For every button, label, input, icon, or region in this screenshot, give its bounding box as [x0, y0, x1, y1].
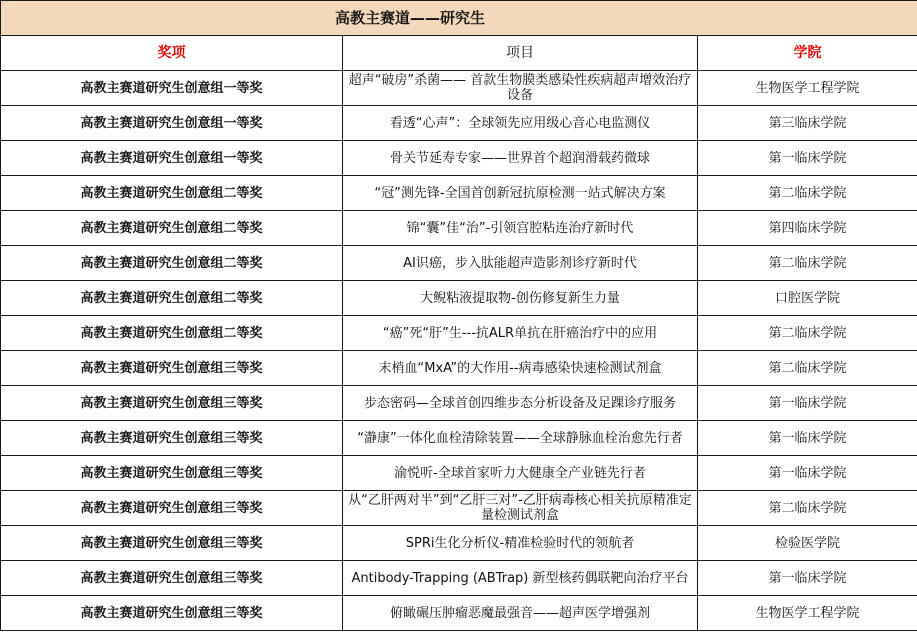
header-award[interactable]: 奖项	[1, 36, 343, 71]
header-row	[1, 36, 917, 71]
project-cell[interactable]: “癌”死“肝”生---抗ALR单抗在肝癌治疗中的应用	[343, 316, 698, 351]
table-row	[1, 351, 917, 386]
award-cell[interactable]: 高教主赛道研究生创意组三等奖	[1, 351, 343, 386]
award-cell[interactable]: 高教主赛道研究生创意组三等奖	[1, 596, 343, 631]
table-row	[1, 596, 917, 631]
college-cell[interactable]: 第二临床学院	[698, 176, 917, 211]
project-cell[interactable]: 看透“心声”：全球领先应用级心音心电监测仪	[343, 106, 698, 141]
college-cell[interactable]: 第一临床学院	[698, 456, 917, 491]
award-cell[interactable]: 高教主赛道研究生创意组三等奖	[1, 456, 343, 491]
award-cell[interactable]: 高教主赛道研究生创意组一等奖	[1, 141, 343, 176]
project-cell[interactable]: Antibody-Trapping (ABTrap) 新型核药偶联靶向治疗平台	[343, 561, 698, 596]
table-row	[1, 106, 917, 141]
project-cell[interactable]: 超声“破房”杀菌—— 首款生物膜类感染性疾病超声增效治疗设备	[343, 71, 698, 106]
college-cell[interactable]: 第二临床学院	[698, 491, 917, 526]
header-project[interactable]: 项目	[343, 36, 698, 71]
project-cell[interactable]: 俯瞰碾压肿瘤恶魔最强音——超声医学增强剂	[343, 596, 698, 631]
award-cell[interactable]: 高教主赛道研究生创意组三等奖	[1, 526, 343, 561]
award-cell[interactable]: 高教主赛道研究生创意组三等奖	[1, 561, 343, 596]
college-cell[interactable]: 检验医学院	[698, 526, 917, 561]
table-row	[1, 526, 917, 561]
award-cell[interactable]: 高教主赛道研究生创意组二等奖	[1, 176, 343, 211]
college-cell[interactable]: 第一临床学院	[698, 386, 917, 421]
college-cell[interactable]: 口腔医学院	[698, 281, 917, 316]
table-row	[1, 71, 917, 106]
project-cell[interactable]: 锦“囊”佳“治”-引领宫腔粘连治疗新时代	[343, 211, 698, 246]
table-row	[1, 561, 917, 596]
table-row	[1, 491, 917, 526]
table-row	[1, 421, 917, 456]
project-cell[interactable]: SPRi生化分析仪-精准检验时代的领航者	[343, 526, 698, 561]
college-cell[interactable]: 第四临床学院	[698, 211, 917, 246]
college-cell[interactable]: 第三临床学院	[698, 106, 917, 141]
table-row	[1, 316, 917, 351]
award-cell[interactable]: 高教主赛道研究生创意组二等奖	[1, 316, 343, 351]
college-cell[interactable]: 生物医学工程学院	[698, 71, 917, 106]
college-cell[interactable]: 第一临床学院	[698, 141, 917, 176]
project-cell[interactable]: 末梢血“MxA”的大作用--病毒感染快速检测试剂盒	[343, 351, 698, 386]
project-cell[interactable]: “冠”测先锋-全国首创新冠抗原检测一站式解决方案	[343, 176, 698, 211]
award-cell[interactable]: 高教主赛道研究生创意组一等奖	[1, 71, 343, 106]
project-cell[interactable]: AI识癌，步入肽能超声造影剂诊疗新时代	[343, 246, 698, 281]
project-cell[interactable]: 步态密码—全球首创四维步态分析设备及足踝诊疗服务	[343, 386, 698, 421]
college-cell[interactable]: 第一临床学院	[698, 561, 917, 596]
award-cell[interactable]: 高教主赛道研究生创意组二等奖	[1, 246, 343, 281]
project-cell[interactable]: “瀞康”一体化血栓清除装置——全球静脉血栓治愈先行者	[343, 421, 698, 456]
college-cell[interactable]: 生物医学工程学院	[698, 596, 917, 631]
project-cell[interactable]: 大鲵粘液提取物-创伤修复新生力量	[343, 281, 698, 316]
college-cell[interactable]: 第二临床学院	[698, 316, 917, 351]
table-row	[1, 246, 917, 281]
award-cell[interactable]: 高教主赛道研究生创意组三等奖	[1, 421, 343, 456]
table-row	[1, 176, 917, 211]
project-cell[interactable]: 从“乙肝两对半”到“乙肝三对”-乙肝病毒核心相关抗原精准定量检测试剂盒	[343, 491, 698, 526]
college-cell[interactable]: 第二临床学院	[698, 351, 917, 386]
table-title[interactable]: 高教主赛道——研究生	[1, 1, 917, 36]
table-row	[1, 281, 917, 316]
award-cell[interactable]: 高教主赛道研究生创意组三等奖	[1, 491, 343, 526]
award-cell[interactable]: 高教主赛道研究生创意组一等奖	[1, 106, 343, 141]
title-row	[1, 1, 917, 36]
table-row	[1, 456, 917, 491]
award-cell[interactable]: 高教主赛道研究生创意组二等奖	[1, 281, 343, 316]
project-cell[interactable]: 骨关节延寿专家——世界首个超润滑载药微球	[343, 141, 698, 176]
award-cell[interactable]: 高教主赛道研究生创意组三等奖	[1, 386, 343, 421]
table-row	[1, 141, 917, 176]
header-college[interactable]: 学院	[698, 36, 917, 71]
table-row	[1, 211, 917, 246]
award-cell[interactable]: 高教主赛道研究生创意组二等奖	[1, 211, 343, 246]
college-cell[interactable]: 第二临床学院	[698, 246, 917, 281]
project-cell[interactable]: 渝悦听-全球首家听力大健康全产业链先行者	[343, 456, 698, 491]
table-row	[1, 386, 917, 421]
awards-table-body	[1, 1, 917, 631]
college-cell[interactable]: 第一临床学院	[698, 421, 917, 456]
